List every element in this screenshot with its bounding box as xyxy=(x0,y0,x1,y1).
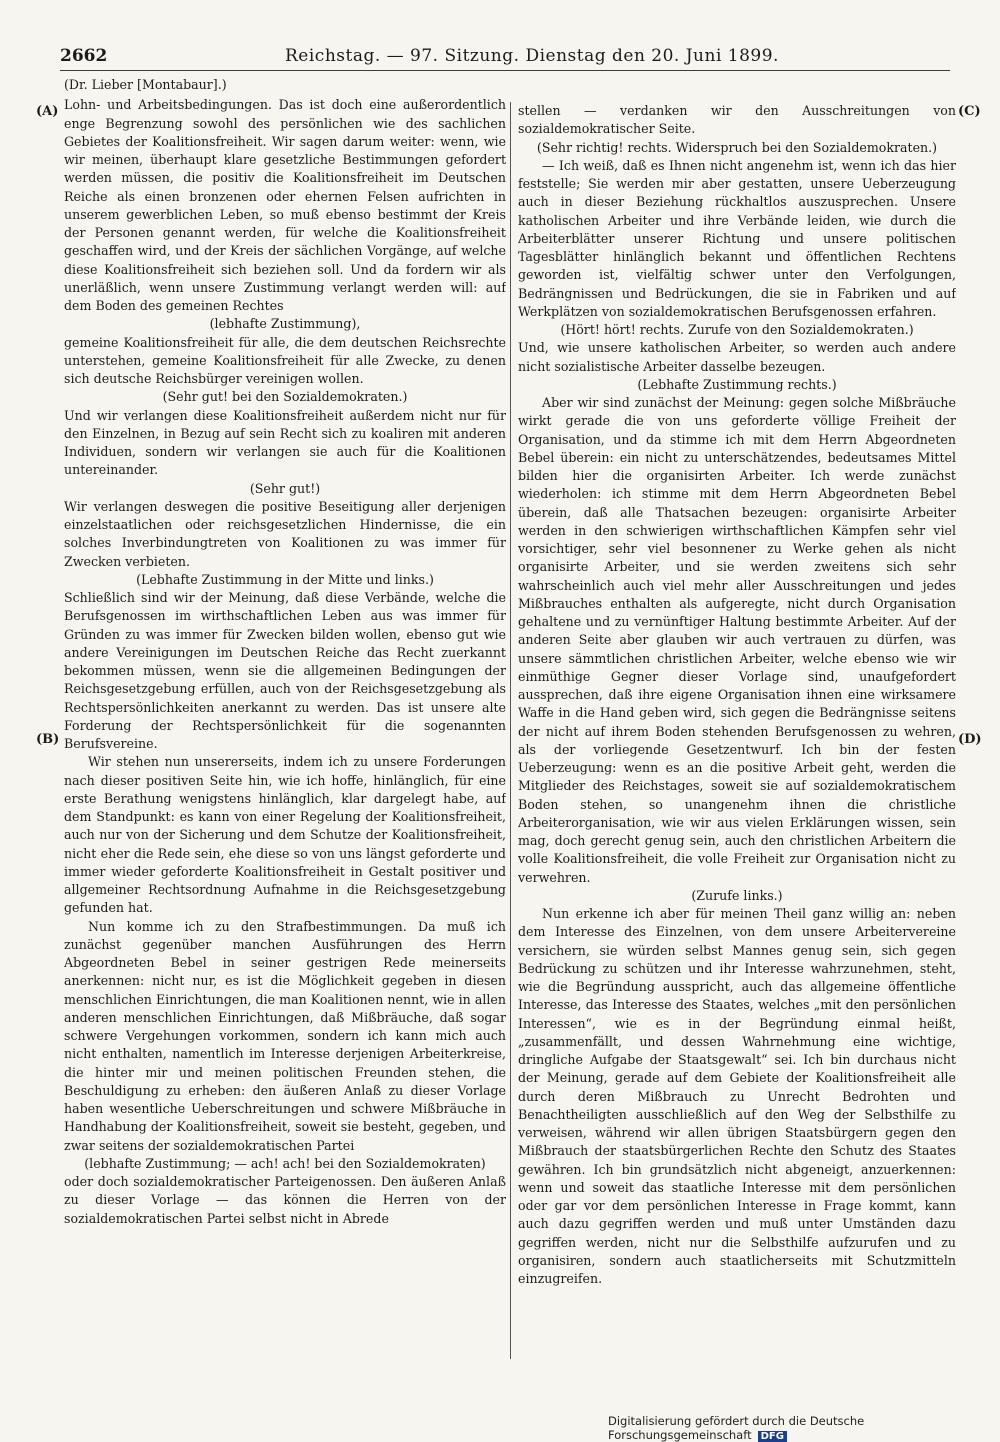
paragraph: Schließlich sind wir der Meinung, daß diese Verbände, welche die Berufsgenossen im wirthschaftlichen Leben aus was immer für Gründen zu was immer für Zwecken bilden wollen, ebenso gut wie andere Vereinigungen im Deutschen Reiche das Recht zuerkannt bekommen müssen, wenn sie die allgemeinen Bedingungen der Reichsgesetzgebung erfüllen, auch von der Reichsgesetzgebung als Rechtspersönlichkeiten anerkannt zu werden. Das ist unsere alte Forderung der Rechtspersönlichkeit für die sogenannten Berufsvereine. xyxy=(64,590,506,751)
column-divider xyxy=(510,102,511,1359)
reaction: (Zurufe links.) xyxy=(691,887,783,903)
right-column xyxy=(518,102,956,1385)
paragraph: Wir stehen nun unsererseits, indem ich zu unsere Forderungen nach dieser positiven Seite hin, wie ich hoffe, hinlänglich, für eine erste Berathung wenigstens hinlänglich, klar dargelegt habe, auf dem Standpunkt: es kann von einer Regelung der Koalitionsfreiheit, auch nur von der Sicherung und dem Schutze der Koalitionsfreiheit, nicht eher die Rede sein, ehe diese so von uns längst geforderte und immer wieder geforderte Koalitionsfreiheit in Gestalt positiver und allgemeiner Rechtsordnung Aufnahme in die Reichsgesetzgebung gefunden hat. xyxy=(64,754,506,916)
page-header xyxy=(60,42,950,70)
dfg-logo: DFG xyxy=(758,1431,787,1442)
paragraph: Und wir verlangen diese Koalitionsfreiheit außerdem nicht nur für den Einzelnen, in Bezug auf sein Recht sich zu koaliren mit anderen Individuen, sondern wir verlangen sie auch für die Koalitionen untereinander. xyxy=(64,407,506,478)
paragraph: oder doch sozialdemokratischer Parteigenossen. Den äußeren Anlaß zu dieser Vorlage — das können die Herren von der sozialdemokratischen Partei selbst nicht in Abrede xyxy=(64,1174,506,1226)
reaction: (Sehr gut!) xyxy=(249,480,321,496)
paragraph: gemeine Koalitionsfreiheit für alle, die dem deutschen Reichsrechte unterstehen, gemeine Koalitionsfreiheit für alle Zwecke, zu denen sich deutsche Reichsbürger vereinigen wollen. xyxy=(64,334,506,386)
paragraph: stellen — verdanken wir den Ausschreitungen von sozialdemokratischer Seite. xyxy=(518,103,956,137)
header-rule xyxy=(60,70,950,71)
reaction: (Sehr gut! bei den Sozialdemokraten.) xyxy=(162,389,408,405)
margin-marker-d: (D) xyxy=(958,732,982,747)
paragraph: Nun komme ich zu den Strafbestimmungen. Da muß ich zunächst gegenüber manchen Ausführungen des Herrn Abgeordneten Bebel in seiner gestrigen Rede meinerseits anerkennen: nicht nur, es ist die Möglichkeit gegeben in diesen menschlichen Einrichtungen, die man Koalitionen nennt, wie in allen anderen menschlichen Einrichtungen, daß Mißbräuche, daß sogar schwere Vergehungen vorkommen, sondern ich kann mich auch nicht enthalten, namentlich im Interesse derjenigen Arbeiterkreise, die hinter mir und meinen politischen Freunden stehen, die Beschuldigung zu erheben: den äußeren Anlaß zu dieser Vorlage haben wesentliche Ueberschreitungen und schwere Mißbräuche in Handhabung der Koalitionsfreiheit, soweit sie besteht, gegeben, und zwar seitens der sozialdemokratischen Partei xyxy=(64,918,506,1153)
speaker-label: (Dr. Lieber [Montabaur].) xyxy=(64,77,227,92)
reaction: (Sehr richtig! rechts. Widerspruch bei den Sozialdemokraten.) xyxy=(536,139,938,155)
footer-text: Digitalisierung gefördert durch die Deutsche Forschungsgemeinschaft xyxy=(608,1414,865,1442)
header-title: Reichstag. — 97. Sitzung. Dienstag den 20. Juni 1899. xyxy=(285,46,779,66)
margin-marker-b: (B) xyxy=(36,732,60,747)
paragraph: Aber wir sind zunächst der Meinung: gegen solche Mißbräuche wirkt gerade die von uns geforderte völlige Freiheit der Organisation, und da stimme ich mit dem Herrn Abgeordneten Bebel überein: ein nicht zu unterschätzendes, bedeutsames Mittel bilden hier die organisirten Arbeiter. Ich werde zunächst wiederholen: ich stimme mit dem Herrn Abgeordneten Bebel überein, daß alle Thatsachen bezeugen: organisirte Arbeiter werden in den schwierigen wirthschaftlichen Kämpfen sehr viel vorsichtiger, sehr viel besonnener zu Werke gehen als nicht organisirte Arbeiter, und sie werden zweitens sich sehr wahrscheinlich auch viel mehr aller Ausschreitungen und jedes Mißbrauches enthalten als aufgeregte, nicht durch Organisation gehaltene und zu vernünftiger Haltung bestimmte Arbeiter. Auf der anderen Seite aber glauben wir auch vertrauen zu dürfen, was unsere sämmtlichen christlichen Arbeiter, welche ebenso wie wir einmüthige Gegner dieser Vorlage sind, unaufgefordert aussprechen, daß ihre eigene Organisation ihnen eine wirksamere Waffe in die Hand geben wird, sich gegen die Bedrängnisse seitens der nicht auf ihrem Boden stehenden Berufsgenossen zu wehren, als der vorliegende Gesetzentwurf. Ich bin der festen Ueberzeugung: wenn es an die positive Arbeit geht, werden die Mitglieder des Reichstages, soweit sie auf sozialdemokratischem Boden stehen, so unangenehm ihnen die christliche Arbeiterorganisation, wie wir aus vielen Erklärungen wissen, sein mag, doch gerecht genug sein, auch den christlichen Arbeitern die volle Koalitionsfreiheit, die volle Freiheit zur Organisation nicht zu verwehren. xyxy=(518,395,956,885)
reaction: (Lebhafte Zustimmung in der Mitte und links.) xyxy=(136,571,434,587)
paragraph: Nun erkenne ich aber für meinen Theil ganz willig an: neben dem Interesse des Einzelnen, von dem unsere Arbeitervereine versichern, sie würden selbst Mannes genug sein, sich gegen Bedrückung zu schützen und ihr Interesse wahrzunehmen, steht, wie die Begründung ausspricht, auch das allgemeine öffentliche Interesse, das Interesse des Staates, welches „mit den persönlichen Interessen“, wie es in der Begründung einmal heißt, „zusammenfällt, und dessen Wahrnehmung eine wichtige, dringliche Aufgabe der Staatsgewalt“ sei. Ich bin durchaus nicht der Meinung, gerade auf dem Gebiete der Koalitionsfreiheit alle durch deren Mißbrauch zu Unrecht Bedrohten und Benachtheiligten ausschließlich auf den Weg der Selbsthilfe zu verweisen, während wir allen übrigen Staatsbürgern gegen den Mißbrauch der staatsbürgerlichen Rechte den Schutz des Staates gewähren. Ich bin grundsätzlich nicht abgeneigt, anzuerkennen: wenn und soweit das staatliche Interesse mit dem persönlichen oder gar vor dem persönlichen Interesse in Frage kommt, kann auch dazu gegriffen werden und muß unter Umständen dazu gegriffen werden, nicht nur die Selbsthilfe aufzurufen und zu organisiren, sondern auch staatlicherseits mit Schutzmitteln einzugreifen. xyxy=(518,906,956,1286)
reaction: (lebhafte Zustimmung; — ach! ach! bei den Sozialdemokraten) xyxy=(84,1155,486,1171)
paragraph: Lohn- und Arbeitsbedingungen. Das ist doch eine außerordentlich enge Begrenzung sowohl des persönlichen wie des sachlichen Gebietes der Koalitionsfreiheit. Wir sagen darum weiter: wenn, wie wir meinen, überhaupt klare gesetzliche Bestimmungen gefordert werden müssen, die positiv die Koalitionsfreiheit im Deutschen Reiche als einen bronzenen oder ehernen Felsen aufrichten in unserem gewerblichen Leben, so muß ebenso bestimmt der Kreis der Personen genannt werden, für welche die Koalitionsfreiheit geschaffen wird, und der Kreis der sächlichen Vorgänge, auf welche diese Koalitionsfreiheit sich beziehen soll. Und da fordern wir als unerläßlich, wenn unsere Zustimmung verlangt werden will: auf dem Boden des gemeinen Rechtes xyxy=(64,97,506,313)
paragraph: Und, wie unsere katholischen Arbeiter, so werden auch andere nicht sozialistische Arbeiter dasselbe bezeugen. xyxy=(518,340,956,374)
reaction: (Hört! hört! rechts. Zurufe von den Sozialdemokraten.) xyxy=(560,322,914,337)
digitization-footer xyxy=(608,1414,1000,1442)
paragraph: Wir verlangen deswegen die positive Beseitigung aller derjenigen einzelstaatlichen oder reichsgesetzlichen Hindernisse, die ein solches Inverbindungtreten von Koalitionen zu was immer für Zwecken verbieten. xyxy=(64,498,506,569)
page-number: 2662 xyxy=(60,46,108,66)
paragraph: — Ich weiß, daß es Ihnen nicht angenehm ist, wenn ich das hier feststelle; Sie werden mir aber gestatten, unsere Ueberzeugung auch in dieser Beziehung rückhaltlos auszusprechen. Unsere katholischen Arbeiter und ihre Verbände leiden, wie durch die Arbeiterblätter unserer Richtung und unsere politischen Tagesblätter hinlänglich bekannt und öffentlichen Rechtens geworden ist, vielfältig schwer unter den Verfolgungen, Bedrängnissen und Bedrückungen, die sie in Fabriken und auf Werkplätzen von sozialdemokratischen Berufsgenossen erfahren. xyxy=(518,157,956,319)
margin-marker-c: (C) xyxy=(958,104,981,119)
reaction: (lebhafte Zustimmung), xyxy=(209,316,361,332)
left-column xyxy=(64,76,506,1359)
margin-marker-a: (A) xyxy=(36,104,59,119)
reaction: (Lebhafte Zustimmung rechts.) xyxy=(637,376,837,392)
